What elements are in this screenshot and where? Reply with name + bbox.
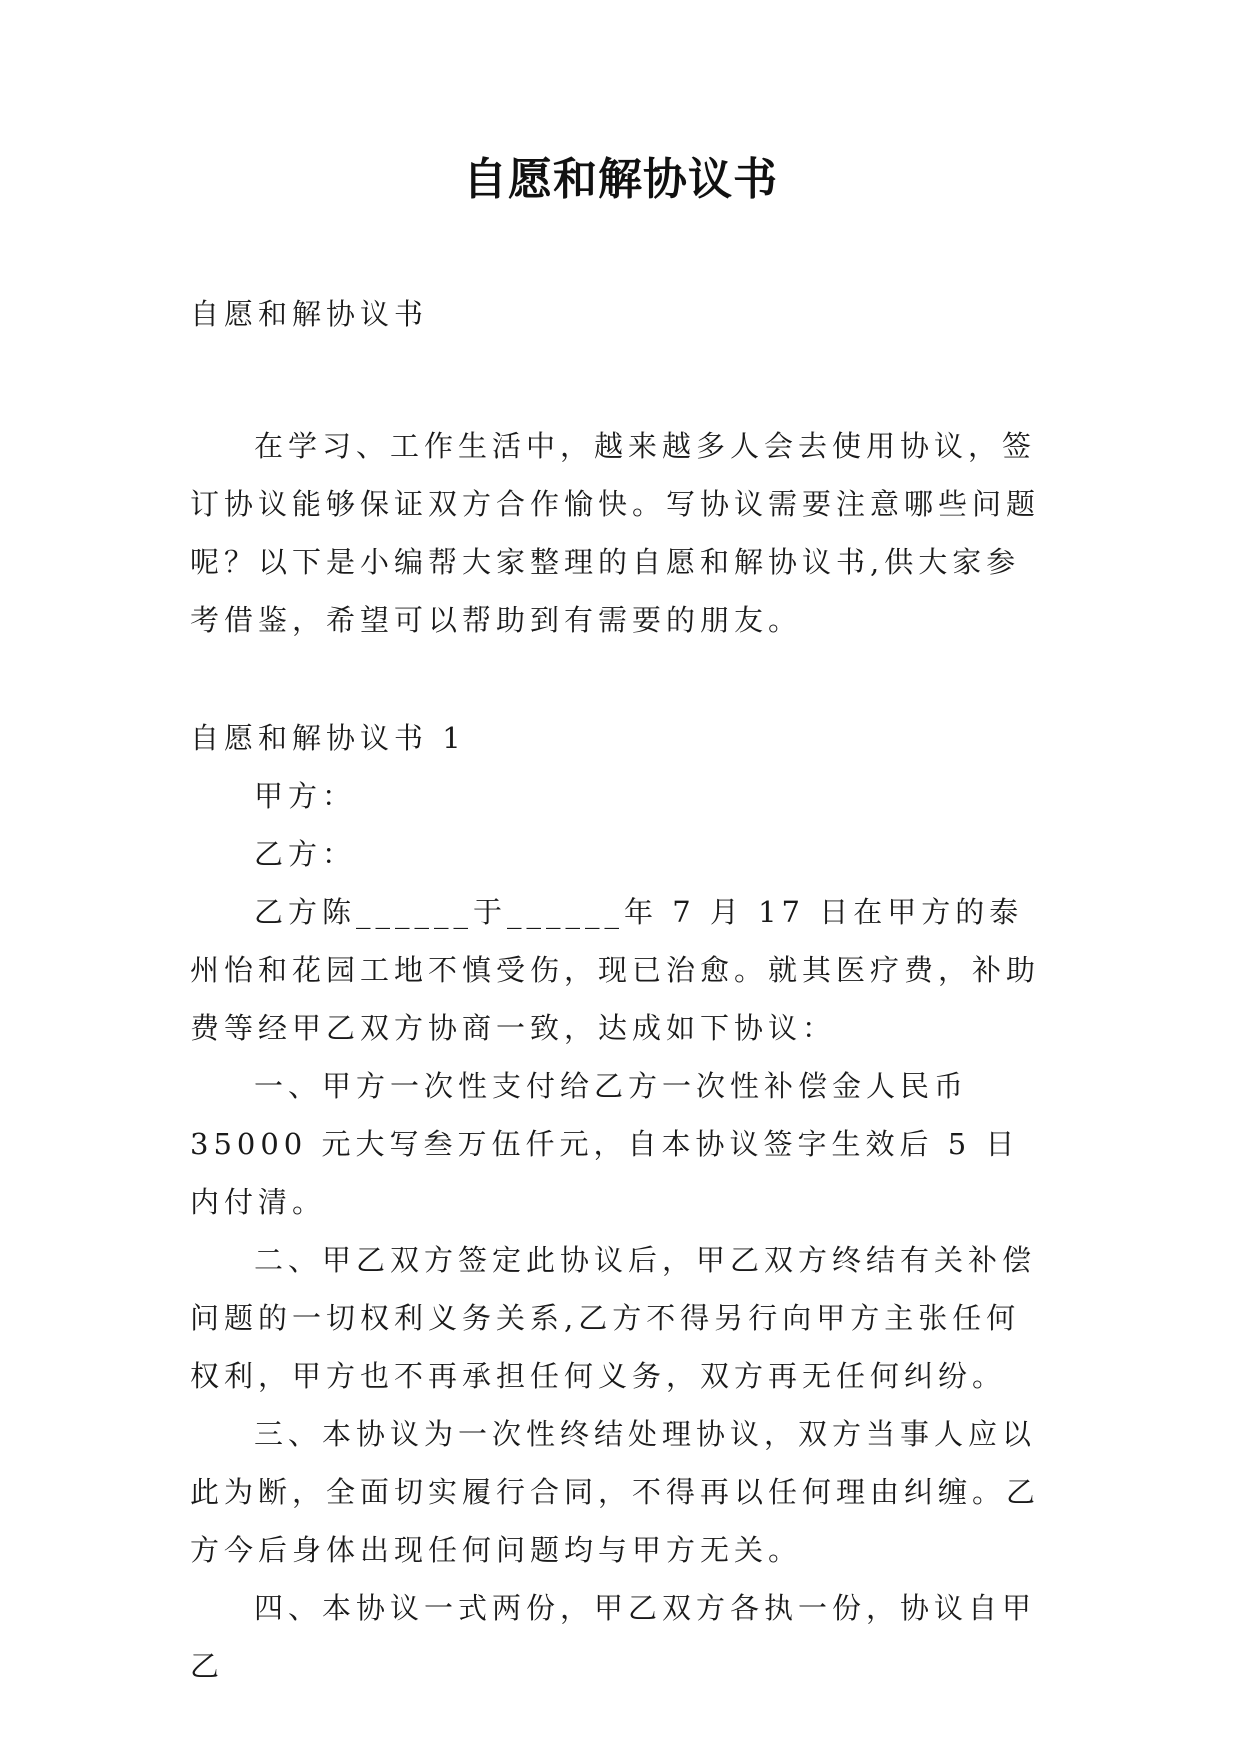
spacer xyxy=(190,343,1050,417)
party-b-label: 乙方： xyxy=(254,837,357,871)
clause-3: 三、本协议为一次性终结处理协议，双方当事人应以此为断，全面切实履行合同，不得再以任何理由纠缠。乙方今后身体出现任何问题均与甲方无关。 xyxy=(190,1417,1041,1567)
clause-2: 二、甲乙双方签定此协议后，甲乙双方终结有关补偿问题的一切权利义务关系,乙方不得另行向甲方主张任何权利，甲方也不再承担任何义务，双方再无任何纠纷。 xyxy=(190,1243,1037,1393)
document-title: 自愿和解协议书 xyxy=(463,154,778,205)
document-body xyxy=(190,285,1050,1695)
document-subtitle: 自愿和解协议书 xyxy=(190,297,429,331)
intro-paragraph: 在学习、工作生活中，越来越多人会去使用协议，签订协议能够保证双方合作愉快。写协议需要注意哪些问题呢？以下是小编帮大家整理的自愿和解协议书,供大家参考借鉴，希望可以帮助到有需要的朋友。 xyxy=(190,429,1041,637)
agreement-paragraph: 乙方陈______于______年 7 月 17 日在甲方的泰州怡和花园工地不慎受伤，现已治愈。就其医疗费，补助费等经甲乙双方协商一致，达成如下协议： xyxy=(190,895,1041,1045)
section-heading: 自愿和解协议书 1 xyxy=(190,721,466,755)
clause-4: 四、本协议一式两份，甲乙双方各执一份，协议自甲乙 xyxy=(190,1591,1037,1683)
clause-1: 一、甲方一次性支付给乙方一次性补偿金人民币 35000 元大写叁万伍仟元，自本协议签字生效后 5 日内付清。 xyxy=(190,1069,1020,1219)
party-a-label: 甲方： xyxy=(254,779,357,813)
spacer xyxy=(190,649,1050,709)
